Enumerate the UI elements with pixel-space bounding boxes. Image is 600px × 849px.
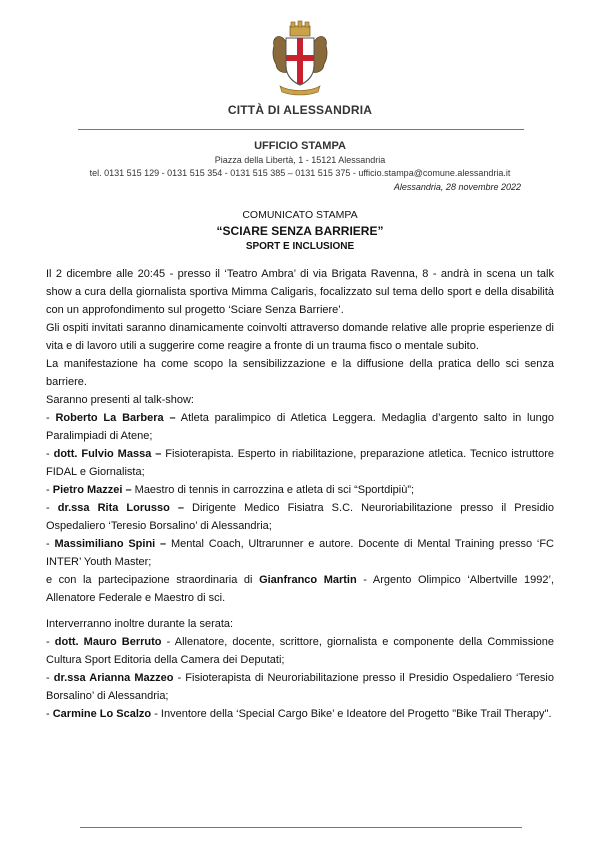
speaker-name: Carmine Lo Scalzo bbox=[52, 708, 152, 720]
paragraph-speakers-intro: Interverranno inoltre durante la serata: bbox=[46, 618, 234, 630]
guest-name: dr.ssa Rita Lorusso – bbox=[57, 502, 184, 514]
speaker-item: - dr.ssa Arianna Mazzeo - Fisioterapista di Neuroriabilitazione presso il Presidio Ospedaliero ‘Teresio Borsalino’ di Alessandria; bbox=[46, 672, 554, 702]
guest-name: dott. Fulvio Massa – bbox=[53, 448, 162, 460]
city-crest-icon bbox=[270, 20, 330, 98]
subtitle: SPORT E INCLUSIONE bbox=[245, 241, 355, 252]
office-name: UFFICIO STAMPA bbox=[254, 140, 346, 152]
office-address: Piazza della Libertà, 1 - 15121 Alessandria bbox=[214, 155, 386, 165]
footer-divider bbox=[80, 827, 522, 828]
release-body bbox=[46, 265, 554, 723]
guest-name: Massimiliano Spini – bbox=[54, 538, 167, 550]
speaker-name: dr.ssa Arianna Mazzeo bbox=[53, 672, 174, 684]
paragraph-intro: Il 2 dicembre alle 20:45 - presso il ‘Teatro Ambra’ di via Brigata Ravenna, 8 - andrà in scena un talk show a cura della giornalista sportiva Mimma Caligaris, focalizzato sul tema dello sport e della disabilità con un approfondimento sul progetto ‘Sciare Senza Barriere’. bbox=[46, 268, 554, 316]
paragraph-guests-description: Gli ospiti invitati saranno dinamicamente coinvolti attraverso domande relative alle proprie esperienze di vita e di lavoro utili a suggerire come reagire a fronte di un trauma fisco o mentale subito. bbox=[46, 322, 554, 352]
press-release-label: COMUNICATO STAMPA bbox=[242, 209, 358, 221]
guest-item: - Pietro Mazzei – Maestro di tennis in carrozzina e atleta di sci “Sportdipiù”; bbox=[46, 484, 415, 496]
speaker-name: dott. Mauro Berruto bbox=[54, 636, 162, 648]
guest-name: Pietro Mazzei – bbox=[52, 484, 132, 496]
paragraph-guests-intro: Saranno presenti al talk-show: bbox=[46, 394, 194, 406]
speaker-item: - dott. Mauro Berruto - Allenatore, docente, scrittore, giornalista e componente della Commissione Cultura Sport Editoria della Camera dei Deputati; bbox=[46, 636, 554, 666]
paragraph-purpose: La manifestazione ha come scopo la sensibilizzazione e la diffusione della pratica dello sci senza barriere. bbox=[46, 358, 554, 388]
guest-item: - dott. Fulvio Massa – Fisioterapista. Esperto in riabilitazione, preparazione atletica. Tecnico istruttore FIDAL e Giornalista; bbox=[46, 448, 554, 478]
city-name: CITTÀ DI ALESSANDRIA bbox=[227, 103, 373, 117]
guest-item: - Massimiliano Spini – Mental Coach, Ultrarunner e autore. Docente di Mental Training presso ‘FC INTER’ Youth Master; bbox=[46, 538, 554, 568]
speaker-item: - Carmine Lo Scalzo - Inventore della ‘Special Cargo Bike’ e Ideatore del Progetto "Bike Trail Therapy". bbox=[46, 708, 552, 720]
guest-item: - Roberto La Barbera – Atleta paralimpico di Atletica Leggera. Medaglia d’argento salto in lungo Paralimpiadi di Atene; bbox=[46, 412, 554, 442]
guest-name: Roberto La Barbera – bbox=[55, 412, 176, 424]
special-guest-name: Gianfranco Martin bbox=[259, 574, 357, 586]
special-guest: e con la partecipazione straordinaria di Gianfranco Martin - Argento Olimpico ‘Albertville 1992’, Allenatore Federale e Maestro di sci. bbox=[46, 574, 554, 604]
office-contacts: tel. 0131 515 129 - 0131 515 354 - 0131 515 385 – 0131 515 375 - ufficio.stampa@comune.alessandria.it bbox=[89, 168, 511, 178]
header-divider bbox=[78, 129, 524, 130]
guest-item: - dr.ssa Rita Lorusso – Dirigente Medico Fisiatra S.C. Neuroriabilitazione presso il Presidio Ospedaliero ‘Teresio Borsalino’ di Alessandria; bbox=[46, 502, 554, 532]
headline: “SCIARE SENZA BARRIERE” bbox=[216, 224, 384, 238]
release-date: Alessandria, 28 novembre 2022 bbox=[393, 182, 521, 192]
